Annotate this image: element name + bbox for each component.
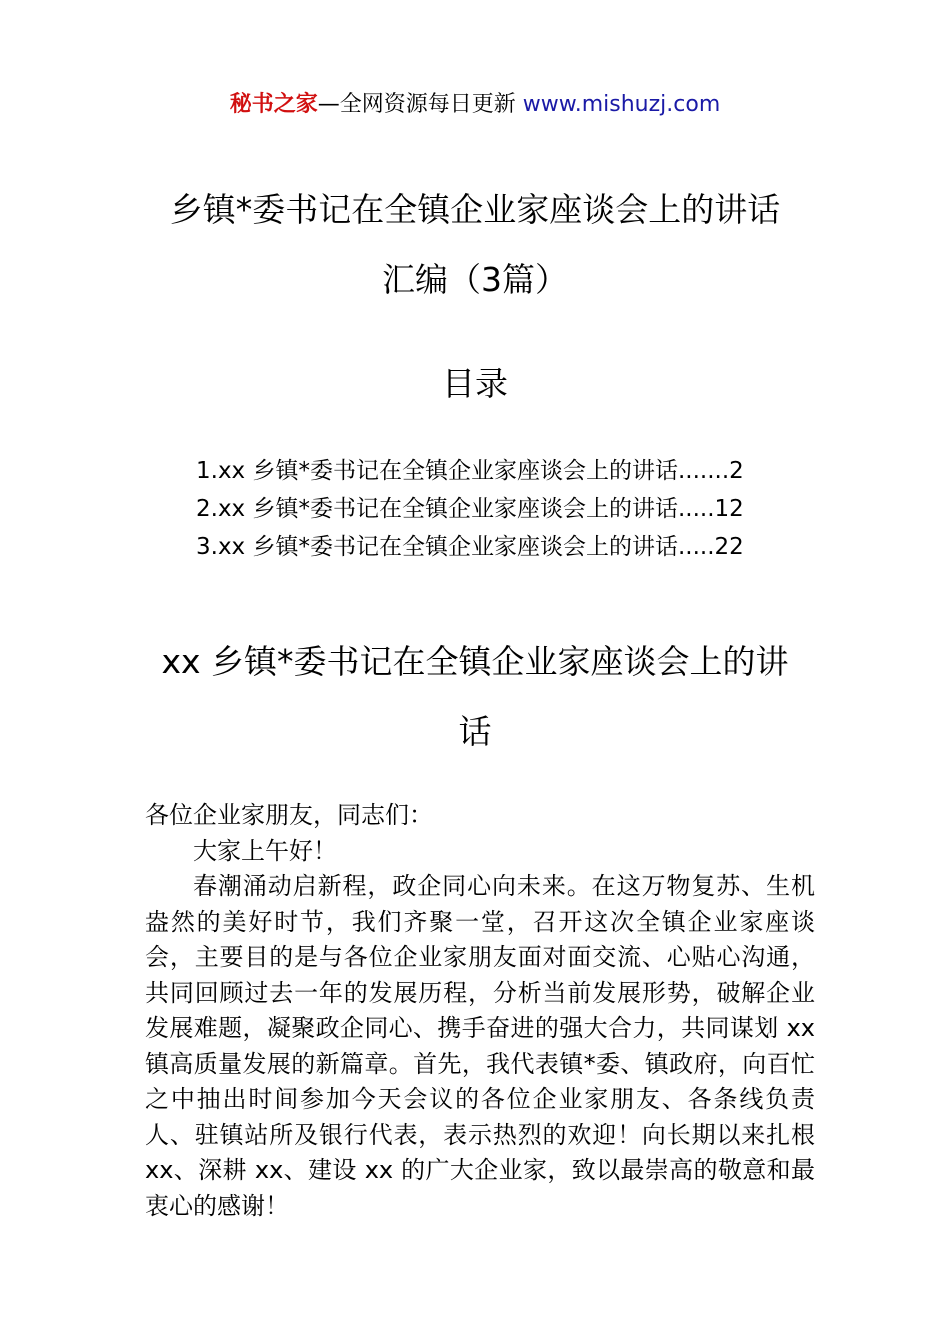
speech-paragraph: 春潮涌动启新程，政企同心向未来。在这万物复苏、生机盎然的美好时节，我们齐聚一堂，召开这次全镇企业家座谈会，主要目的是与各位企业家朋友面对面交流、心贴心沟通，共同回顾过去一年的发展历程，分析当前发展形势，破解企业发展难题，凝聚政企同心、携手奋进的强大合力，共同谋划 xx 镇高质量发展的新篇章。首先，我代表镇*委、镇政府，向百忙之中抽出时间参加今天会议的各位企业家朋友、各条线负责人、驻镇站所及银行代表，表示热烈的欢迎！向长期以来扎根 xx、深耕 xx、建设 xx 的广大企业家，致以最崇高的敬意和最衷心的感谢！ (145, 872, 815, 1220)
site-url-link[interactable]: www.mishuzj.com (522, 92, 721, 117)
toc-item[interactable]: 1.xx 乡镇*委书记在全镇企业家座谈会上的讲话.......2 (196, 458, 744, 484)
speech-body (145, 798, 815, 1224)
document-title-line2: 汇编（3篇） (382, 260, 568, 299)
table-of-contents (196, 452, 836, 566)
site-brand: 秘书之家 (229, 92, 318, 117)
toc-item[interactable]: 2.xx 乡镇*委书记在全镇企业家座谈会上的讲话.....12 (196, 496, 744, 522)
site-header (0, 88, 950, 122)
toc-item[interactable]: 3.xx 乡镇*委书记在全镇企业家座谈会上的讲话.....22 (196, 534, 744, 560)
speech-title-line1: xx 乡镇*委书记在全镇企业家座谈会上的讲 (161, 642, 789, 681)
speech-greeting: 大家上午好！ (193, 836, 337, 865)
document-title-line1: 乡镇*委书记在全镇企业家座谈会上的讲话 (169, 190, 781, 229)
site-tagline: —全网资源每日更新 (317, 92, 523, 117)
speech-title-line2: 话 (458, 712, 492, 751)
toc-heading: 目录 (442, 364, 508, 403)
speech-salutation: 各位企业家朋友，同志们： (145, 801, 433, 829)
